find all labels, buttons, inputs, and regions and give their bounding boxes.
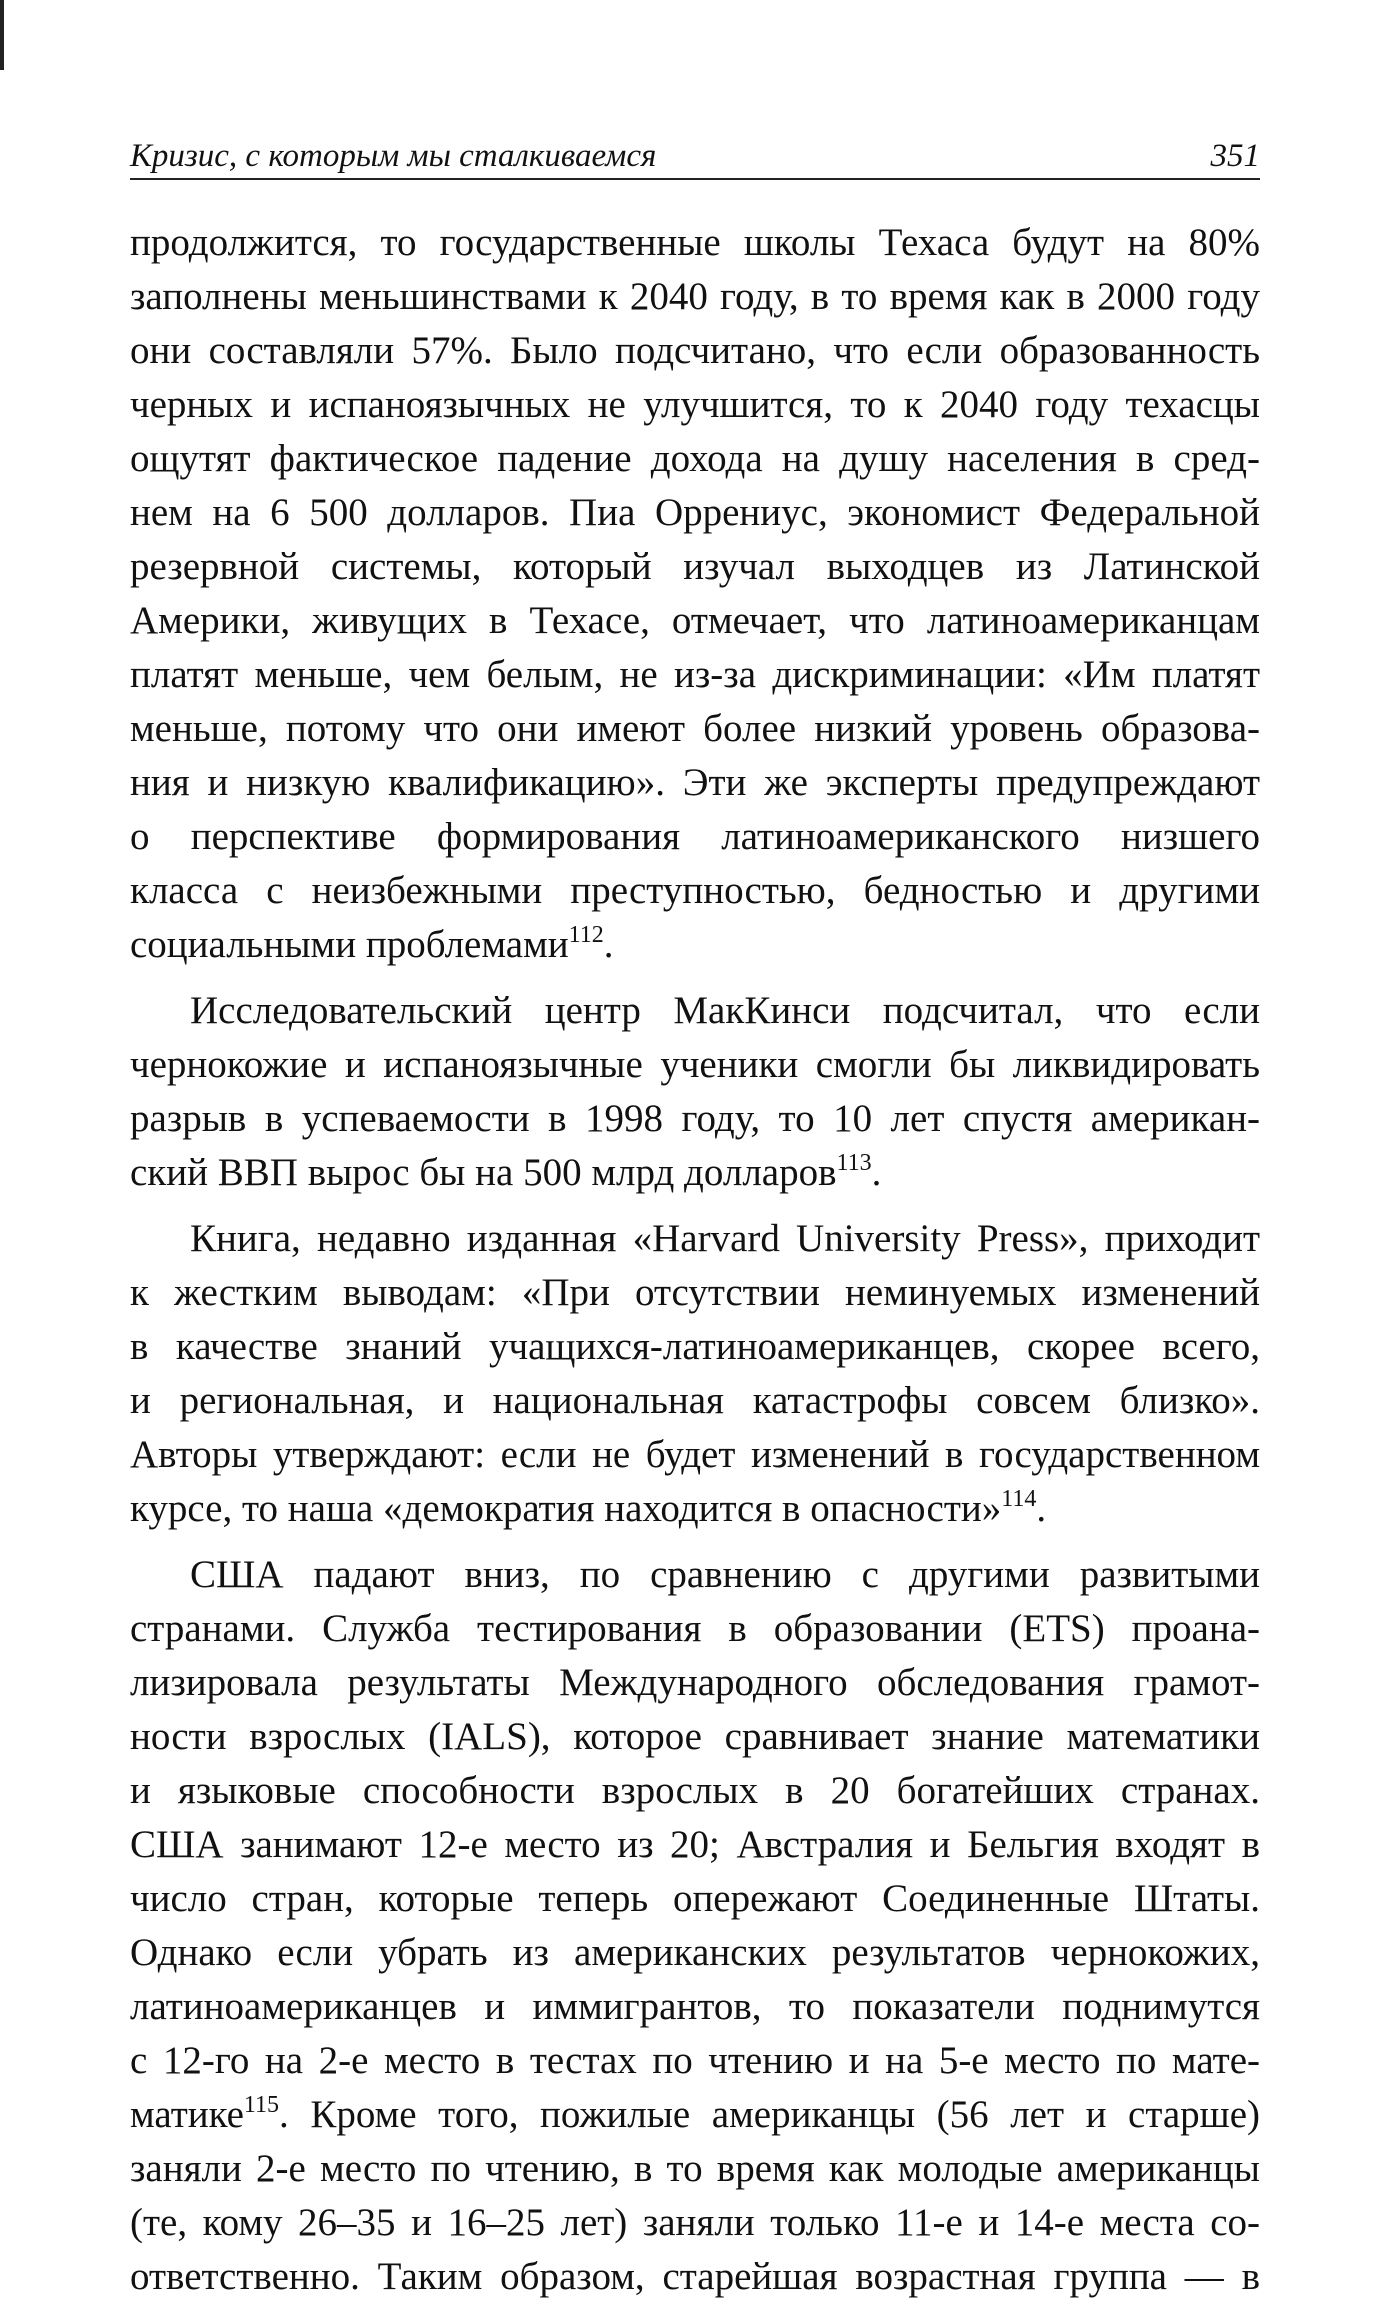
paragraph-3 [130,1212,1260,1536]
text-line: и региональная, и национальная катастрофы совсем близко». [130,1379,1260,1422]
paragraph-2 [130,984,1260,1200]
text-line: заняли 2-е место по чтению, в то время как молодые американцы [130,2147,1260,2190]
text-line: о перспективе формирования латиноамериканского низшего [130,815,1260,858]
text-line: заполнены меньшинствами к 2040 году, в то время как в 2000 году [130,275,1260,318]
text-line: число стран, которые теперь опережают Соединенные Штаты. [130,1877,1260,1920]
text-line: Авторы утверждают: если не будет изменений в государственном [130,1433,1260,1476]
line-text: ский ВВП вырос бы на 500 млрд долларов [130,1151,837,1194]
text-line: к жестким выводам: «При отсутствии неминуемых изменений [130,1271,1260,1314]
text-line: ния и низкую квалификацию». Эти же эксперты предупреждают [130,761,1260,804]
text-line: разрыв в успеваемости в 1998 году, то 10 лет спустя американ- [130,1097,1260,1140]
line-text: матике [130,2093,244,2136]
text-line: и языковые способности взрослых в 20 богатейших странах. [130,1769,1260,1812]
text-line: лизировала результаты Международного обследования грамот- [130,1661,1260,1704]
line-text: курсе, то наша «демократия находится в опасности» [130,1487,1002,1530]
scan-edge-mark [0,0,4,70]
text-line: в качестве знаний учащихся-латиноамериканцев, скорее всего, [130,1325,1260,1368]
text-line: класса с неизбежными преступностью, бедностью и другими [130,869,1260,912]
page-header [130,128,1260,180]
paragraph-4 [130,1548,1260,2304]
footnote-ref: 115 [243,2092,280,2118]
text-line: Однако если убрать из американских результатов чернокожих, [130,1931,1260,1974]
line-tail: . Кроме того, пожилые американцы (56 лет и старше) [279,2093,1260,2136]
text-line [130,1482,1260,1536]
footnote-ref: 113 [836,1150,872,1176]
text-line: ощутят фактическое падение дохода на душу населения в сред- [130,437,1260,480]
footnote-ref: 114 [1001,1486,1037,1512]
text-line: чернокожие и испаноязычные ученики смогли бы ликвидировать [130,1043,1260,1086]
text-line [130,918,1260,972]
text-line: Америки, живущих в Техасе, отмечает, что латиноамериканцам [130,599,1260,642]
text-line: латиноамериканцев и иммигрантов, то показатели поднимутся [130,1985,1260,2028]
text-line: продолжится, то государственные школы Техаса будут на 80% [130,221,1260,264]
text-line: ности взрослых (IALS), которое сравнивает знание математики [130,1715,1260,1758]
text-line [130,1146,1260,1200]
text-line [130,2088,1260,2142]
line-tail: . [871,1151,882,1194]
text-line: США падают вниз, по сравнению с другими развитыми [190,1553,1260,1596]
line-tail: . [1036,1487,1047,1530]
text-line: странами. Служба тестирования в образовании (ETS) проана- [130,1607,1260,1650]
text-line: черных и испаноязычных не улучшится, то к 2040 году техасцы [130,383,1260,426]
paragraph-1 [130,216,1260,972]
text-line: нем на 6 500 долларов. Пиа Оррениус, экономист Федеральной [130,491,1260,534]
text-line: меньше, потому что они имеют более низкий уровень образова- [130,707,1260,750]
line-tail: . [603,923,614,966]
text-line: (те, кому 26–35 и 16–25 лет) заняли только 11-е и 14-е места со- [130,2201,1260,2244]
running-title: Кризис, с которым мы сталкиваемся [130,138,657,174]
text-line: платят меньше, чем белым, не из-за дискриминации: «Им платят [130,653,1260,696]
text-line: Исследовательский центр МакКинси подсчитал, что если [190,989,1260,1032]
text-line: резервной системы, который изучал выходцев из Латинской [130,545,1260,588]
page-number: 351 [1210,138,1260,174]
text-line: ответственно. Таким образом, старейшая возрастная группа — в [130,2255,1260,2298]
line-text: социальными проблемами [130,923,569,966]
footnote-ref: 112 [568,922,604,948]
text-line: с 12-го на 2-е место в тестах по чтению и на 5-е место по мате- [130,2039,1260,2082]
text-line: они составляли 57%. Было подсчитано, что если образованность [130,329,1260,372]
text-line: США занимают 12-е место из 20; Австралия и Бельгия входят в [130,1823,1260,1866]
text-line: Книга, недавно изданная «Harvard University Press», приходит [190,1217,1260,1260]
body-text [130,216,1260,2304]
